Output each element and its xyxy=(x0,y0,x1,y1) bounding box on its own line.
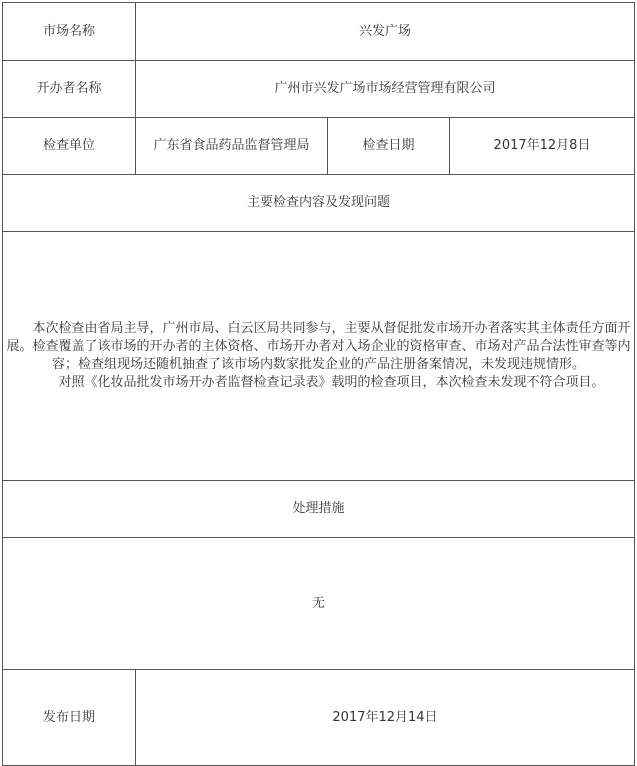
publish-date-row xyxy=(3,670,635,766)
organizer-row xyxy=(3,61,635,118)
inspection-row xyxy=(3,118,635,175)
market-name-value: 兴发广场 xyxy=(136,3,635,61)
findings-paragraph-1: 本次检查由省局主导，广州市局、白云区局共同参与，主要从督促批发市场开办者落实其主体责任方面开展。检查覆盖了该市场的开办者的主体资格、市场开办者对入场企业的资格审查、市场对产品合法性审查等内容；检查组现场还随机抽查了该市场内数家批发企业的产品注册备案情况，未发现违规情形。 xyxy=(6,321,631,372)
publish-date-label: 发布日期 xyxy=(3,670,136,766)
market-name-label: 市场名称 xyxy=(3,3,136,61)
measures-value: 无 xyxy=(3,538,635,670)
inspection-date-value: 2017年12月8日 xyxy=(450,118,635,175)
measures-heading: 处理措施 xyxy=(3,481,635,538)
findings-body xyxy=(3,232,635,481)
inspection-date-label: 检查日期 xyxy=(328,118,450,175)
measures-body-row xyxy=(3,538,635,670)
inspection-record-table xyxy=(2,2,635,766)
measures-heading-row xyxy=(3,481,635,538)
organizer-label: 开办者名称 xyxy=(3,61,136,118)
market-name-row xyxy=(3,3,635,61)
findings-heading-row xyxy=(3,175,635,232)
findings-body-row xyxy=(3,232,635,481)
findings-heading: 主要检查内容及发现问题 xyxy=(3,175,635,232)
organizer-value: 广州市兴发广场市场经营管理有限公司 xyxy=(136,61,635,118)
findings-paragraph-2: 对照《化妆品批发市场开办者监督检查记录表》载明的检查项目，本次检查未发现不符合项目。 xyxy=(58,375,605,390)
publish-date-value: 2017年12月14日 xyxy=(136,670,635,766)
inspector-value: 广东省食品药品监督管理局 xyxy=(136,118,328,175)
inspector-label: 检查单位 xyxy=(3,118,136,175)
